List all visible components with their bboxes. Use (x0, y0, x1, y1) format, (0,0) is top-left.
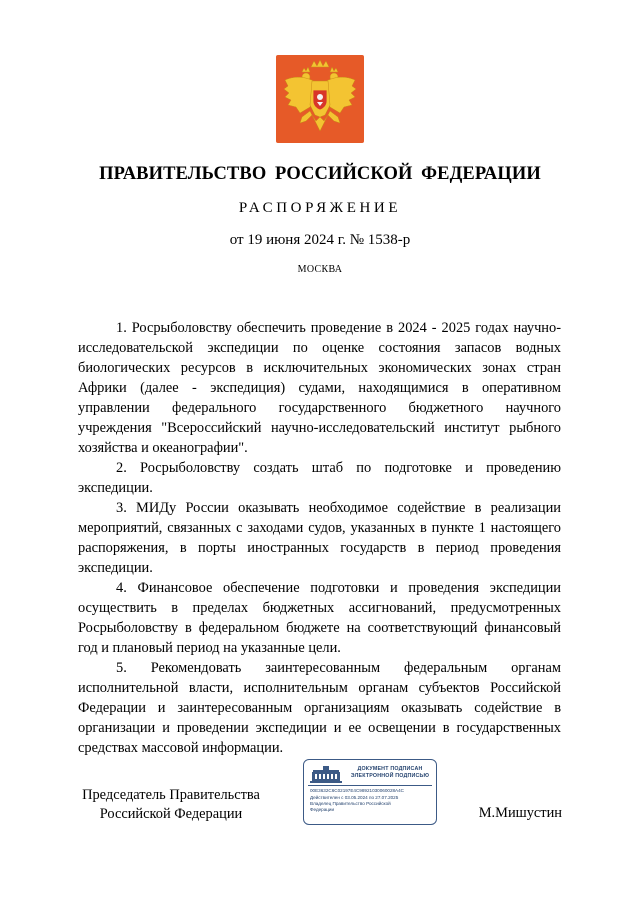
order-paragraph: 5. Рекомендовать заинтересованным федеральным органам исполнительной власти, исполнительным органам субъектов Российской Федерации и заинтересованным организациям оказывать содействие в организации и проведении экспедиции и ее освещении в государственных средствах массовой информации. (78, 660, 561, 756)
stamp-owner-line2: Федерации (310, 807, 335, 812)
stamp-divider (308, 785, 432, 786)
document-city: МОСКВА (297, 264, 343, 275)
order-paragraph: 2. Росрыболовству создать штаб по подготовке и проведению экспедиции. (78, 460, 561, 496)
order-paragraph: 3. МИДу России оказывать необходимое содействие в реализации мероприятий, связанных с заходами судов, указанных в пункте 1 настоящего распоряжения, в порты иностранных государств в период проведения экспедиции. (78, 500, 561, 576)
stamp-title-line2: ЭЛЕКТРОННОЙ ПОДПИСЬЮ (350, 772, 430, 779)
signer-name: М.Мишустин (478, 805, 562, 821)
stamp-title-line1: ДОКУМЕНТ ПОДПИСАН (357, 766, 423, 772)
order-paragraph: 1. Росрыболовству обеспечить проведение в 2024 - 2025 годах научно-исследовательской экспедиции по оценке состояния запасов водных биологических ресурсов в исключительных экономических зонах стран Африки (далее - экспедиция) судами, находящимися в оперативном управлении федерального государственного бюджетного научного учреждения "Всероссийский научно-исследовательский институт рыбного хозяйства и океанографии". (78, 320, 561, 456)
document-type: РАСПОРЯЖЕНИЕ (238, 200, 402, 216)
stamp-validity: Действителен с 03.05.2024 по 27.07.2025 (310, 795, 399, 800)
document-date-number: от 19 июня 2024 г. № 1538-р (229, 232, 411, 248)
signatory-position-line2: Российской Федерации (99, 806, 243, 822)
stamp-owner-line1: Владелец Правительство Российской (310, 801, 391, 806)
stamp-certificate: 00E3632C6C02197E4C98921030060028A4C (310, 788, 404, 793)
signatory-position (76, 786, 266, 824)
order-body (78, 318, 561, 758)
electronic-signature-stamp (303, 759, 437, 825)
signatory-position-line1: Председатель Правительства (82, 787, 260, 803)
coat-of-arms-emblem (276, 55, 364, 143)
government-building-icon (309, 765, 343, 783)
stamp-title (345, 766, 435, 779)
government-title: ПРАВИТЕЛЬСТВО РОССИЙСКОЙ ФЕДЕРАЦИИ (99, 164, 541, 184)
order-paragraph: 4. Финансовое обеспечение подготовки и проведения экспедиции осуществить в пределах бюджетных ассигнований, предусмотренных Росрыболовству в федеральном бюджете на соответствующий финансовый год и плановый период на указанные цели. (78, 580, 561, 656)
